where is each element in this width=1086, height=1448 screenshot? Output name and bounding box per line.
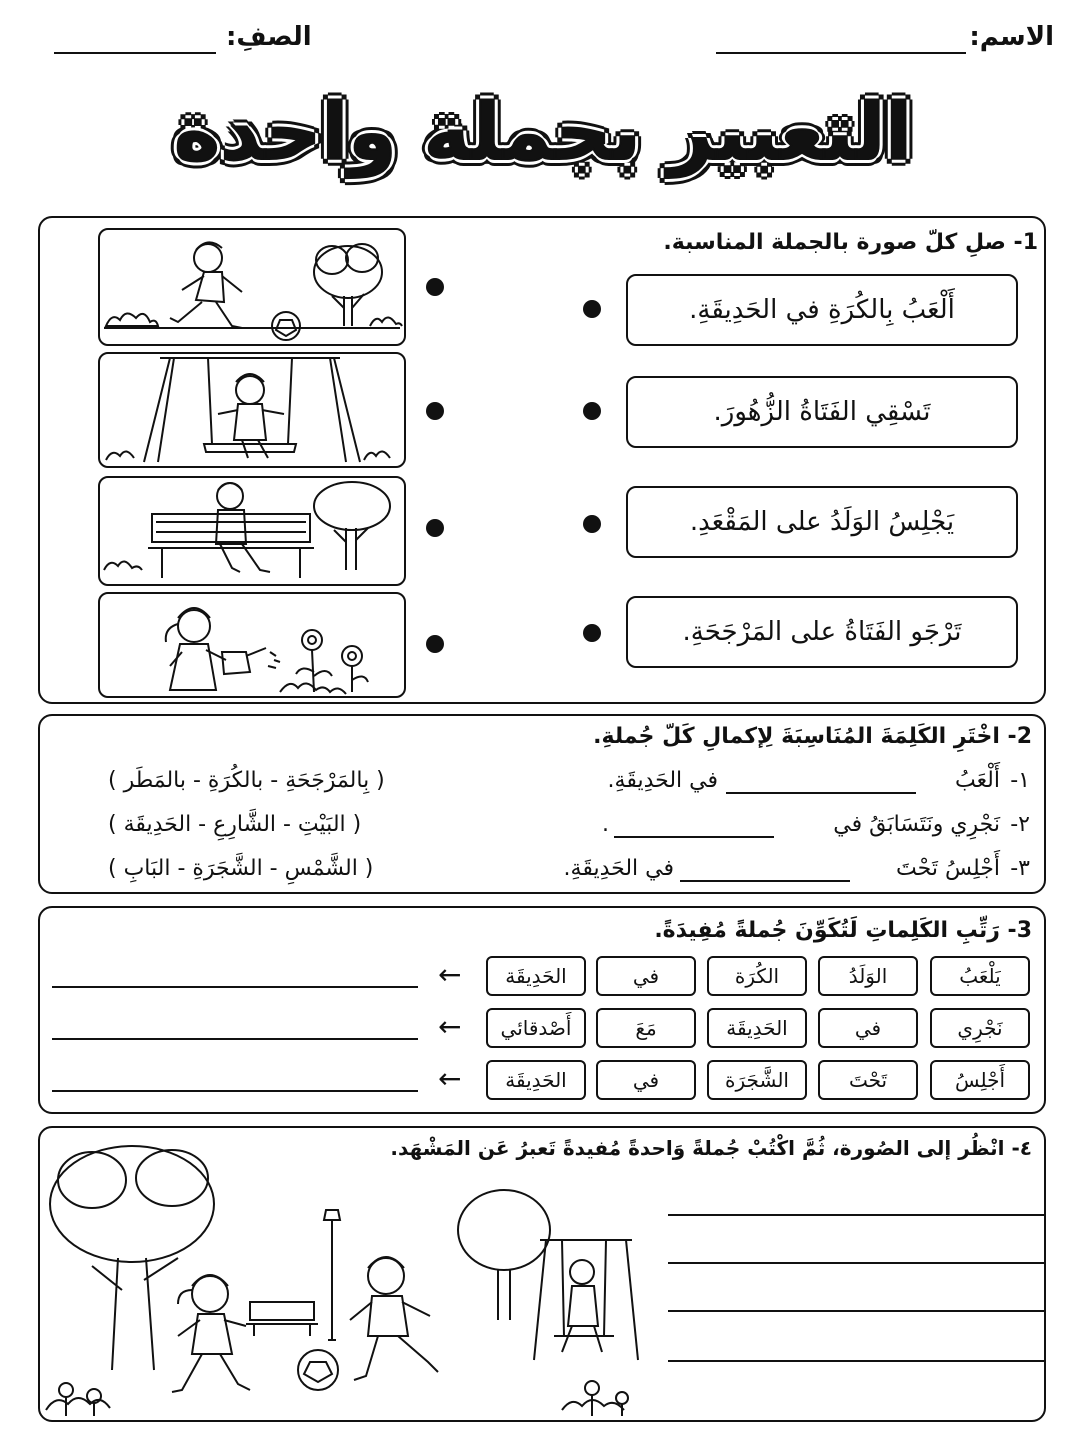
class-label: الصفِ: [226,22,312,52]
writing-line-3[interactable] [668,1310,1044,1312]
fill-row-3-before: أَجْلِسُ تَحْتَ [896,856,1000,881]
writing-line-2[interactable] [668,1262,1044,1264]
word-box[interactable]: يَلْعَبُ [930,956,1030,996]
word-box[interactable]: نَجْرِي [930,1008,1030,1048]
q2-instruction: 2- اخْتَرِ الكَلِمَةَ المُنَاسِبَةَ لِإكمالِ كَلّ جُملةِ. [593,724,1032,749]
arrow-left-icon: ← [438,958,462,991]
answer-line-1[interactable] [52,986,418,988]
fill-row-3-after: في الحَدِيقَةِ. [563,856,674,881]
match-dot-sentence-1[interactable] [583,300,601,318]
fill-row-1-blank[interactable] [726,792,916,794]
word-box[interactable]: الحَدِيقَة [486,1060,586,1100]
name-field[interactable] [716,52,966,54]
sentence-box-4: تَرْجَو الفَتَاةُ على المَرْجَحَةِ. [626,596,1018,668]
word-box[interactable]: في [596,956,696,996]
picture-girl-swing [98,352,406,468]
picture-girl-watering [98,592,406,698]
name-label: الاسم: [969,22,1054,52]
q1-instruction: 1- صلِ كلّ صورة بالجملة المناسبة. [663,230,1038,255]
q3-instruction: 3- رَتِّبِ الكَلِماتِ لَتُكَوِّنَ جُملةً مُفِيدَةً. [654,918,1032,943]
word-box[interactable]: أَصْدقائي [486,1008,586,1048]
fill-row-2-after: . [602,812,609,837]
answer-line-2[interactable] [52,1038,418,1040]
fill-row-3-blank[interactable] [680,880,850,882]
arrow-left-icon: ← [438,1062,462,1095]
class-field[interactable] [54,52,216,54]
fill-row-1-options: ( بِالمَرْجَحَةِ - بالكُرَةِ - بالمَطَر ) [108,768,385,793]
match-dot-picture-3[interactable] [426,519,444,537]
match-dot-sentence-3[interactable] [583,515,601,533]
writing-line-1[interactable] [668,1214,1044,1216]
fill-row-1-before: أَلْعَبُ [954,768,1000,793]
fill-row-1-after: في الحَدِيقَةِ. [607,768,718,793]
word-box[interactable]: الكُرَة [707,956,807,996]
word-box[interactable]: الحَدِيقَة [707,1008,807,1048]
fill-row-2-blank[interactable] [614,836,774,838]
sentence-box-2: تَسْقِي الفَتَاةُ الزُّهُورَ. [626,376,1018,448]
park-scene-picture [42,1140,642,1418]
page-title: التعبير بجملة واحدة [174,88,912,178]
arrow-left-icon: ← [438,1010,462,1043]
match-dot-sentence-2[interactable] [583,402,601,420]
fill-row-2-number: ٢- [1010,812,1030,837]
word-box[interactable]: الوَلَدُ [818,956,918,996]
match-dot-picture-2[interactable] [426,402,444,420]
answer-line-3[interactable] [52,1090,418,1092]
word-box[interactable]: في [596,1060,696,1100]
writing-line-4[interactable] [668,1360,1044,1362]
sentence-box-3: يَجْلِسُ الوَلَدُ على المَقْعَدِ. [626,486,1018,558]
word-box[interactable]: تَحْتَ [818,1060,918,1100]
word-box[interactable]: الشَّجَرَة [707,1060,807,1100]
picture-boy-ball [98,228,406,346]
match-dot-picture-1[interactable] [426,278,444,296]
sentence-box-1: أَلْعَبُ بِالكُرَةِ في الحَدِيقَةِ. [626,274,1018,346]
match-dot-picture-4[interactable] [426,635,444,653]
fill-row-2-options: ( البَيْتِ - الشَّارِعِ - الحَدِيقَة ) [108,812,362,837]
word-box[interactable]: مَعَ [596,1008,696,1048]
word-box[interactable]: الحَدِيقَة [486,956,586,996]
fill-row-1-number: ١- [1010,768,1030,793]
fill-row-2-before: نَجْرِي ونَتَسَابَقُ في [833,812,1000,837]
fill-row-3-options: ( الشَّمْسِ - الشَّجَرَةِ - البَابِ ) [108,856,374,881]
q4-instruction: ٤- انْظُر إلى الصُورة، ثُمَّ اكْتُبْ جُملةً وَاحدةً مُفيدةً تَعبرُ عَن المَشْهَد. [390,1136,1032,1160]
picture-boy-bench [98,476,406,586]
fill-row-3-number: ٣- [1010,856,1030,881]
match-dot-sentence-4[interactable] [583,624,601,642]
word-box[interactable]: أَجْلِسُ [930,1060,1030,1100]
word-box[interactable]: في [818,1008,918,1048]
